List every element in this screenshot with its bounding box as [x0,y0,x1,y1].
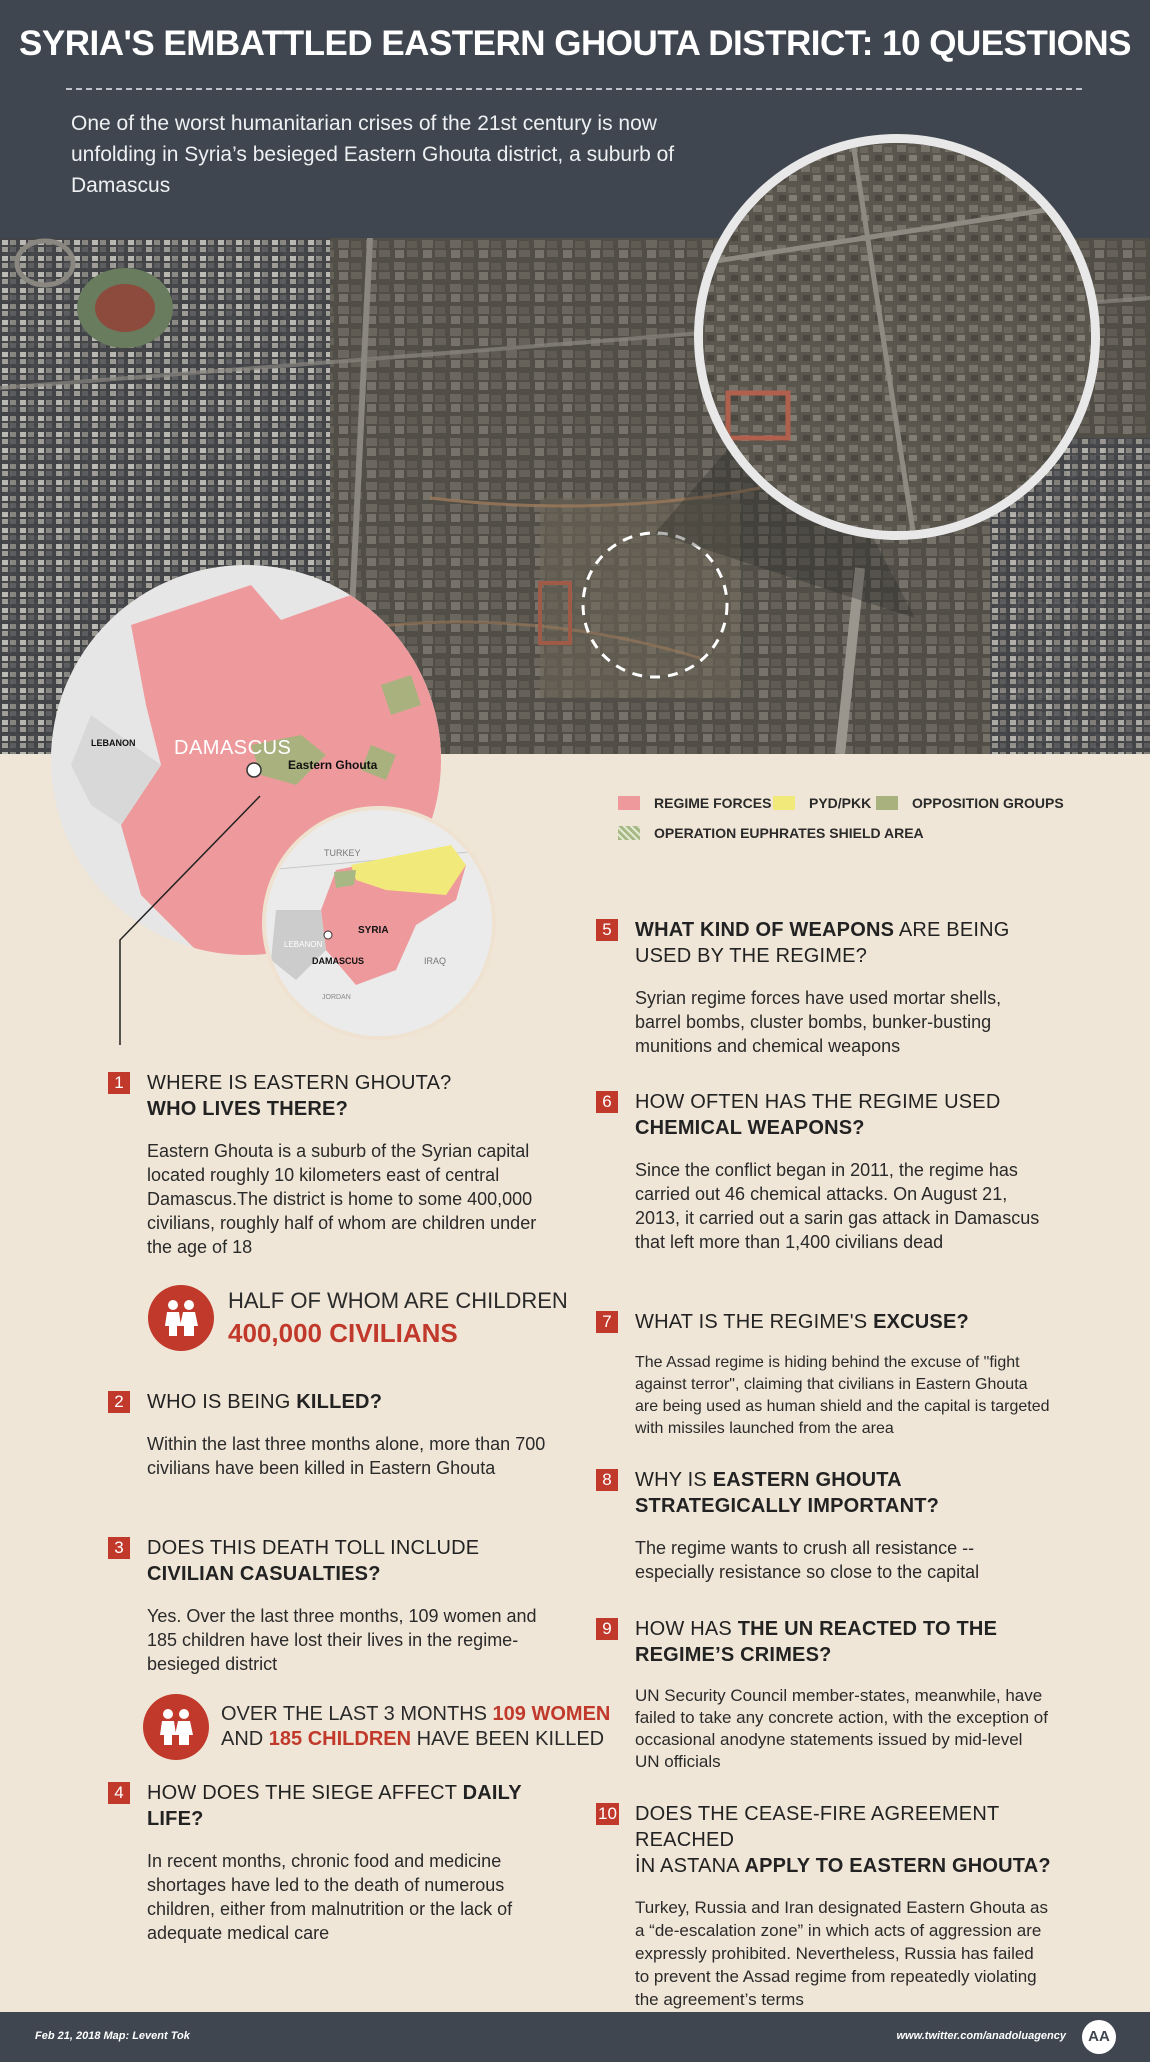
question-number: 1 [108,1072,130,1094]
header-divider [66,88,1082,90]
question-number: 10 [598,1804,617,1823]
children-icon [143,1694,209,1760]
mini-label-lebanon: LEBANON [284,940,323,949]
question-answer: The Assad regime is hiding behind the excuse of "fight against terror", claiming that civilians in Eastern Ghouta are being used as human shield and the capital is targeted with missiles launched from the area [635,1354,1050,1437]
question-heading: WHAT KIND OF WEAPONS ARE BEING USED BY THE REGIME? [635,919,1010,967]
question-number: 9 [596,1618,618,1640]
question-answer: Yes. Over the last three months, 109 women and 185 children have lost their lives in the regime-besieged district [147,1606,537,1674]
mini-label-turkey: TURKEY [324,848,361,858]
question-6 [596,1089,1051,1254]
question-8 [596,1467,1051,1584]
legend-opposition [876,795,1064,811]
stat-civilians-line2: 400,000 CIVILIANS [228,1317,458,1348]
legend-label-regime: REGIME FORCES [654,795,772,811]
question-heading: WHAT IS THE REGIME'S EXCUSE? [635,1311,969,1333]
children-icon [148,1285,214,1351]
question-10 [596,1801,1051,2011]
question-heading: WHO IS BEING KILLED? [147,1391,383,1413]
legend-label-euphrates: OPERATION EUPHRATES SHIELD AREA [654,825,924,841]
label-eastern-ghouta: Eastern Ghouta [288,758,378,772]
question-5 [596,917,1051,1058]
question-heading: DOES THIS DEATH TOLL INCLUDE CIVILIAN CASUALTIES? [147,1537,480,1585]
leader-line [100,760,300,1060]
label-damascus: DAMASCUS [174,737,292,759]
legend-regime [618,795,771,811]
stat-killed [143,1694,610,1760]
stat-killed-and: AND [221,1728,269,1750]
question-heading: DOES THE CEASE-FIRE AGREEMENT REACHED İN ASTANA APPLY TO EASTERN GHOUTA? [635,1803,1051,1877]
question-4 [108,1780,563,1945]
question-number: 8 [596,1469,618,1491]
anadolu-logo-icon[interactable]: AA [1082,2020,1116,2054]
zoom-detail-circle [694,134,1100,540]
page-subtitle: One of the worst humanitarian crises of the 21st century is now unfolding in Syria’s besieged Eastern Ghouta district, a suburb of Damascus [71,112,675,197]
question-answer: Syrian regime forces have used mortar shells, barrel bombs, cluster bombs, bunker-busting munitions and chemical weapons [635,988,1002,1056]
mini-label-syria: SYRIA [358,925,389,936]
question-number: 2 [108,1391,130,1413]
question-answer: Since the conflict began in 2011, the regime has carried out 46 chemical attacks. On August 21, 2013, it carried out a sarin gas attack in Damascus that left more than 1,400 civilians dead [635,1160,1040,1252]
question-9 [596,1616,1051,1773]
stat-civilians-line1: HALF OF WHOM ARE CHILDREN [228,1287,568,1313]
legend-swatch-pyd [773,796,795,810]
legend-label-pyd: PYD/PKK [809,795,872,811]
mini-label-iraq: IRAQ [424,956,447,966]
footer-twitter-link[interactable]: www.twitter.com/anadoluagency [896,2030,1066,2042]
legend-swatch-euphrates [618,826,640,840]
question-2 [108,1389,563,1480]
question-number: 4 [108,1782,130,1804]
stat-civilians [148,1285,568,1351]
mini-label-damascus: DAMASCUS [312,956,365,966]
stat-killed-women: 109 WOMEN [492,1703,611,1725]
question-heading: HOW OFTEN HAS THE REGIME USED CHEMICAL WEAPONS? [635,1091,1001,1139]
question-answer: Within the last three months alone, more than 700 civilians have been killed in Eastern Ghouta [147,1434,546,1478]
stat-killed-pre: OVER THE LAST 3 MONTHS [221,1703,493,1725]
stat-killed-children: 185 CHILDREN [268,1728,412,1750]
legend-pyd [773,795,871,811]
label-lebanon: LEBANON [91,738,136,748]
question-heading: WHERE IS EASTERN GHOUTA? WHO LIVES THERE? [147,1072,452,1120]
question-answer: The regime wants to crush all resistance -- especially resistance so close to the capital [635,1538,980,1582]
stat-killed-post: HAVE BEEN KILLED [411,1728,605,1750]
legend-label-opposition: OPPOSITION GROUPS [912,795,1064,811]
question-1 [108,1070,563,1259]
legend-swatch-regime [618,796,640,810]
mini-label-jordan: JORDAN [322,994,351,1001]
question-answer: In recent months, chronic food and medicine shortages have led to the death of numerous children, either from malnutrition or the lack of adequate medical care [147,1851,513,1943]
page-title: SYRIA'S EMBATTLED EASTERN GHOUTA DISTRICT: 10 QUESTIONS [19,24,1131,63]
footer [0,2012,1150,2062]
legend-euphrates [618,825,924,841]
legend-swatch-opposition [876,796,898,810]
question-7 [596,1309,1051,1440]
question-heading: HOW DOES THE SIEGE AFFECT DAILY LIFE? [147,1782,522,1830]
question-3 [108,1535,563,1676]
question-heading: WHY IS EASTERN GHOUTA STRATEGICALLY IMPORTANT? [635,1469,940,1517]
question-number: 6 [596,1091,618,1113]
question-answer: Eastern Ghouta is a suburb of the Syrian capital located roughly 10 kilometers east of central Damascus.The district is home to some 400,000 civilians, roughly half of whom are children under the age of 18 [147,1141,537,1257]
question-number: 3 [108,1537,130,1559]
question-number: 7 [596,1311,618,1333]
question-answer: Turkey, Russia and Iran designated Eastern Ghouta as a “de-escalation zone” in which acts of aggression are expressly prohibited. Nevertheless, Russia has failed to prevent the Assad regime from repeatedly violating the agreement’s terms [635,1898,1048,2009]
question-heading: HOW HAS THE UN REACTED TO THE REGIME’S CRIMES? [635,1618,998,1666]
zoom-texture [703,143,1091,531]
footer-credit: Feb 21, 2018 Map: Levent Tok [35,2030,190,2042]
question-number: 5 [596,919,618,941]
question-answer: UN Security Council member-states, meanwhile, have failed to take any concrete action, with the exception of occasional anodyne statements issued by mid-level UN officials [635,1686,1048,1771]
